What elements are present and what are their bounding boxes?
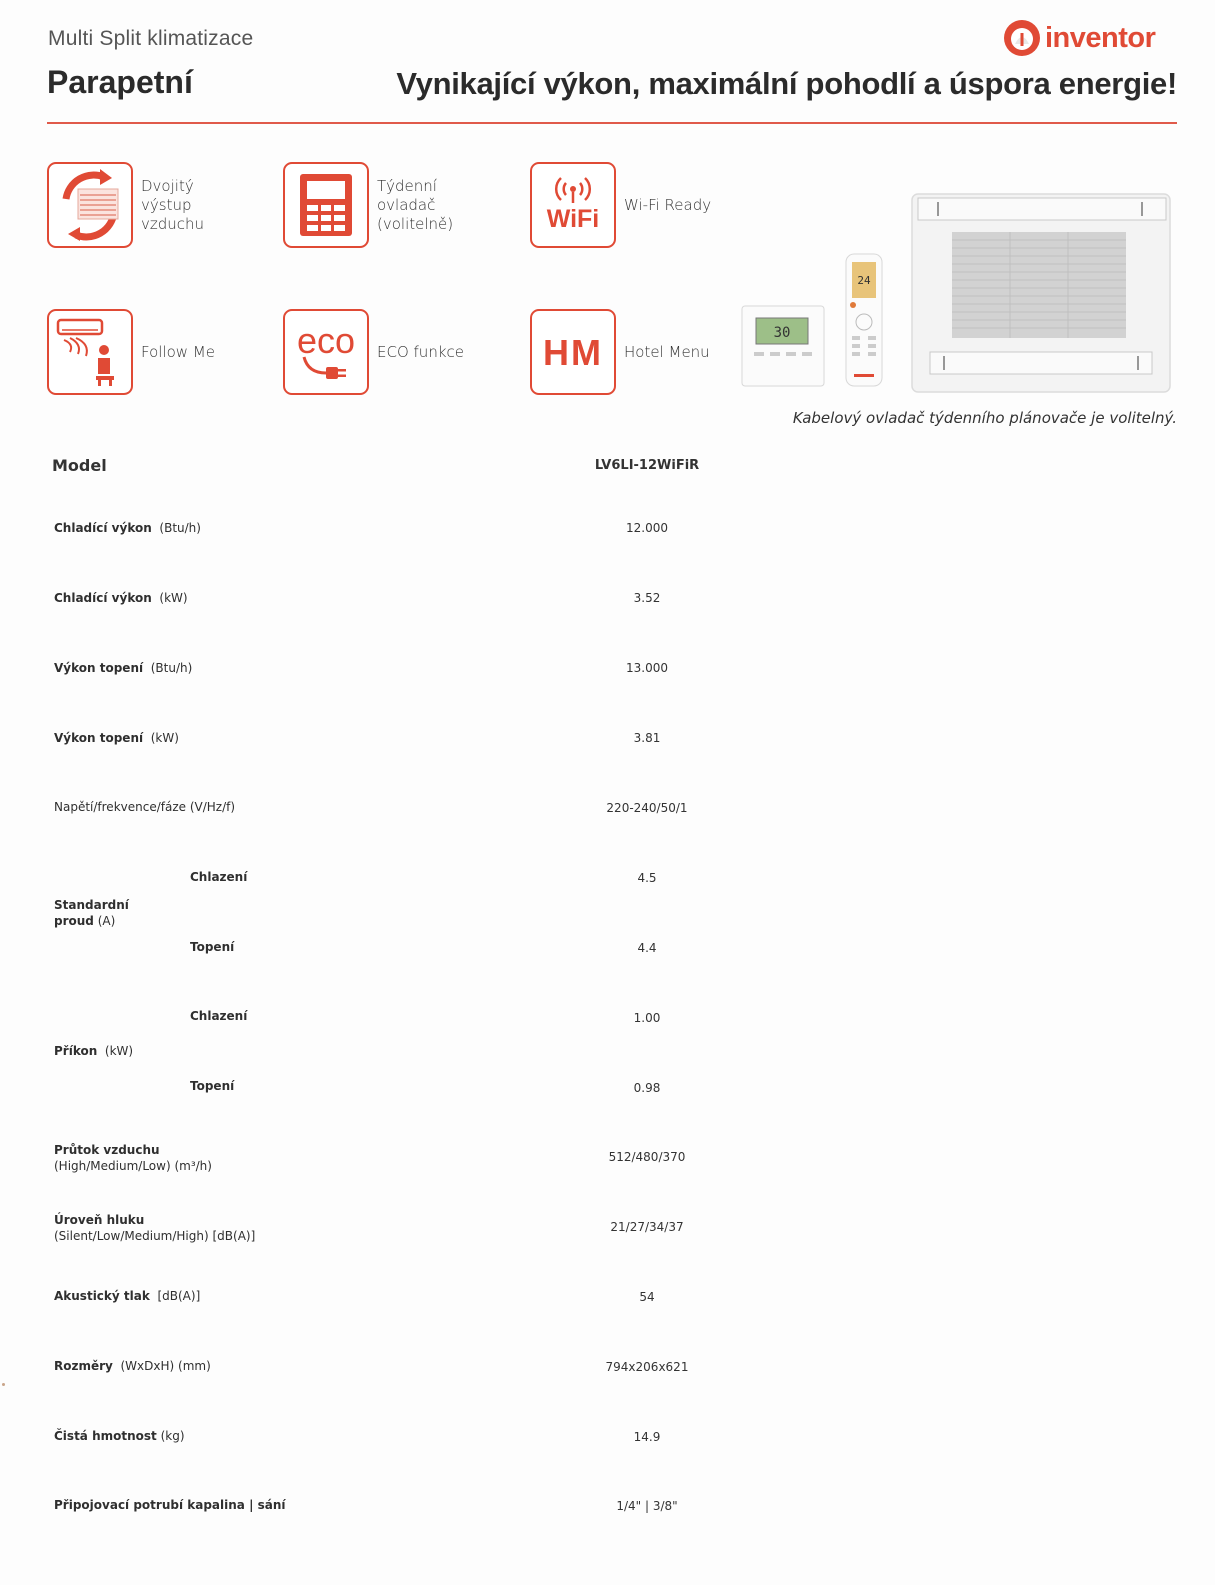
feature-label: Týdenní ovladač (volitelně) xyxy=(377,176,454,233)
series-subtitle: Multi Split klimatizace xyxy=(48,27,254,50)
spec-value: 54 xyxy=(639,1290,655,1304)
spec-label: Výkon topení (kW) xyxy=(54,731,179,745)
feature-weekly-controller xyxy=(283,162,453,248)
spec-value: 4.5 xyxy=(637,871,657,885)
wifi-icon xyxy=(530,162,616,248)
weekly-controller-icon xyxy=(283,162,369,248)
inventor-logo-icon xyxy=(1002,18,1042,58)
model-value: LV6LI-12WiFiR xyxy=(594,458,700,473)
spec-label: Rozměry (WxDxH) (mm) xyxy=(54,1359,211,1373)
spec-label: Průtok vzduchu (High/Medium/Low) (m³/h) xyxy=(54,1143,212,1173)
feature-hotel-menu xyxy=(530,309,710,395)
feature-eco xyxy=(283,309,464,395)
spec-value: 1/4" | 3/8" xyxy=(616,1499,678,1513)
spec-label: Úroveň hluku (Silent/Low/Medium/High) [dB(A)] xyxy=(54,1213,256,1243)
feature-label: ECO funkce xyxy=(377,342,464,361)
feature-wifi xyxy=(530,162,711,248)
hotel-menu-icon-text: HM xyxy=(543,332,603,373)
hotel-menu-icon xyxy=(530,309,616,395)
spec-label: Příkon (kW) xyxy=(54,1044,134,1058)
feature-label: Wi-Fi Ready xyxy=(624,195,712,214)
page-title: Parapetní xyxy=(47,64,193,100)
spec-label: Připojovací potrubí kapalina | sání xyxy=(54,1498,286,1512)
feature-follow-me xyxy=(47,309,215,395)
spec-sublabel: Chlazení xyxy=(190,1009,248,1023)
product-caption: Kabelový ovladač týdenního plánovače je volitelný. xyxy=(792,409,1177,427)
wifi-icon-text: WiFi xyxy=(546,205,600,233)
spec-value: 220-240/50/1 xyxy=(606,801,688,815)
product-image xyxy=(740,180,1180,400)
spec-label: Chladící výkon (kW) xyxy=(54,591,188,605)
dual-airflow-icon xyxy=(47,162,133,248)
feature-label: Hotel Menu xyxy=(624,342,710,361)
spec-value: 512/480/370 xyxy=(608,1150,686,1164)
spec-value: 1.00 xyxy=(633,1011,661,1025)
spec-label: Čistá hmotnost (kg) xyxy=(54,1429,185,1443)
spec-value: 0.98 xyxy=(633,1081,661,1095)
tagline: Vynikající výkon, maximální pohodlí a úspora energie! xyxy=(396,66,1177,101)
spec-sublabel: Topení xyxy=(190,1079,235,1093)
spec-sublabel: Topení xyxy=(190,940,235,954)
feature-label: Dvojitý výstup vzduchu xyxy=(141,176,205,233)
spec-value: 12.000 xyxy=(626,521,668,535)
brand-logo xyxy=(1002,18,1155,58)
header-divider xyxy=(47,122,1177,124)
eco-icon xyxy=(283,309,369,395)
spec-label: Napětí/frekvence/fáze (V/Hz/f) xyxy=(54,800,236,814)
wall-controller-display: 30 xyxy=(773,325,791,341)
scan-speck xyxy=(2,1383,5,1386)
spec-label: Chladící výkon (Btu/h) xyxy=(54,521,201,535)
eco-icon-text: eco xyxy=(296,320,356,361)
spec-value: 14.9 xyxy=(633,1430,661,1444)
spec-label: Standardní proud (A) xyxy=(54,898,129,928)
spec-value: 3.52 xyxy=(633,591,661,605)
brand-name: inventor xyxy=(1045,21,1156,54)
spec-label: Výkon topení (Btu/h) xyxy=(54,661,193,675)
follow-me-icon xyxy=(47,309,133,395)
spec-sublabel: Chlazení xyxy=(190,870,248,884)
spec-label: Akustický tlak [dB(A)] xyxy=(54,1289,201,1303)
spec-value: 13.000 xyxy=(626,661,668,675)
spec-value: 4.4 xyxy=(637,941,657,955)
feature-dual-airflow xyxy=(47,162,204,248)
spec-value: 794x206x621 xyxy=(605,1360,689,1374)
spec-value: 21/27/34/37 xyxy=(610,1220,684,1234)
feature-label: Follow Me xyxy=(141,342,215,361)
model-header: Model xyxy=(52,456,107,475)
remote-display: 24 xyxy=(857,274,871,287)
spec-value: 3.81 xyxy=(633,731,661,745)
